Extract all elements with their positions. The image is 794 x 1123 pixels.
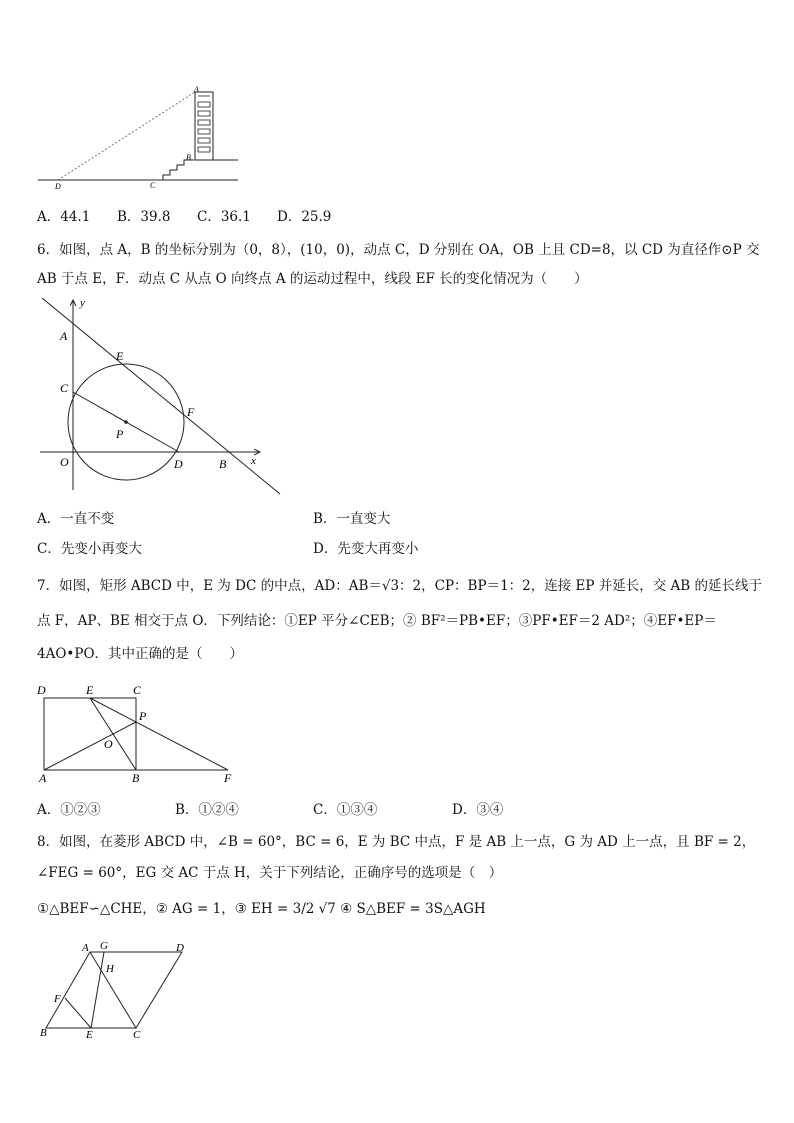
fig8-label-h: H: [106, 963, 114, 975]
fig8-label-b: B: [40, 1027, 47, 1039]
fig8-label-d: D: [176, 942, 184, 954]
q6-text-line1: 6．如图，点 A，B 的坐标分别为（0，8），(10，0)，动点 C，D 分别在 OA，OB 上且 CD=8，以 CD 为直径作⊙P 交: [37, 242, 760, 258]
fig8-label-c: C: [133, 1029, 141, 1041]
fig5-label-c: C: [150, 181, 156, 190]
q5-figure: [38, 84, 248, 192]
fig7-label-c: C: [133, 683, 142, 697]
fig7-label-b: B: [132, 771, 140, 785]
fig8-label-a: A: [82, 942, 89, 954]
q6-option-c[interactable]: C．先变小再变大: [37, 541, 142, 557]
q7-text-line1: 7．如图，矩形 ABCD 中，E 为 DC 的中点，AD：AB＝√3：2，CP：BP＝1：2，连接 EP 并延长，交 AB 的延长线于: [37, 578, 763, 594]
fig5-label-d: D: [55, 182, 61, 191]
q5-option-a[interactable]: A．44.1: [37, 209, 91, 225]
fig7-label-e: E: [86, 683, 94, 697]
fig6-label-x: x: [251, 455, 256, 467]
fig6-label-y: y: [80, 297, 85, 309]
fig6-label-p: P: [116, 427, 124, 441]
q5-option-d[interactable]: D．25.9: [277, 209, 332, 225]
q8-figure: [36, 938, 196, 1046]
q6-option-d[interactable]: D．先变大再变小: [313, 541, 419, 557]
fig7-label-d: D: [37, 683, 46, 697]
fig6-label-c: C: [60, 381, 69, 395]
q5-option-b[interactable]: B．39.8: [117, 209, 171, 225]
q6-option-a[interactable]: A．一直不变: [37, 511, 115, 527]
fig5-label-a: A: [194, 85, 199, 94]
q7-text-line3: 4AO•PO．其中正确的是（ ）: [37, 646, 244, 662]
fig6-label-d: D: [174, 457, 183, 471]
fig6-label-b: B: [219, 457, 227, 471]
q8-text-line3: ①△BEF∽△CHE，② AG = 1，③ EH = 3/2 √7 ④ S△BEF = 3S△AGH: [37, 901, 486, 917]
q8-text-line2: ∠FEG = 60°，EG 交 AC 于点 H，关于下列结论，正确序号的选项是（ ）: [37, 865, 503, 881]
fig7-label-p: P: [139, 709, 147, 723]
q7-option-d[interactable]: D．③④: [452, 802, 504, 818]
q8-text-line1: 8．如图，在菱形 ABCD 中，∠B = 60°，BC = 6，E 为 BC 中点，F 是 AB 上一点，G 为 AD 上一点，且 BF = 2，: [37, 834, 756, 850]
q7-option-c[interactable]: C．①③④: [313, 802, 378, 818]
q7-option-a[interactable]: A．①②③: [37, 802, 101, 818]
q6-option-b[interactable]: B．一直变大: [313, 511, 391, 527]
q7-option-b[interactable]: B．①②④: [175, 802, 239, 818]
q7-figure: [34, 680, 244, 788]
fig6-label-o: O: [60, 455, 69, 469]
fig7-label-f: F: [224, 771, 232, 785]
fig6-label-a: A: [60, 329, 68, 343]
fig8-label-g: G: [100, 940, 108, 952]
fig8-label-f: F: [54, 993, 61, 1005]
q5-option-c[interactable]: C．36.1: [197, 209, 251, 225]
fig7-label-o: O: [104, 737, 113, 751]
fig5-label-b: B: [186, 153, 191, 162]
q7-text-line2: 点 F，AP、BE 相交于点 O．下列结论：①EP 平分∠CEB；② BF²＝PB•EF；③PF•EF＝2 AD²；④EF•EP＝: [37, 613, 717, 629]
q6-text-line2: AB 于点 E，F．动点 C 从点 O 向终点 A 的运动过程中，线段 EF 长的变化情况为（ ）: [37, 271, 588, 287]
fig6-label-e: E: [116, 349, 124, 363]
fig7-label-a: A: [39, 771, 47, 785]
fig8-label-e: E: [86, 1029, 93, 1041]
fig6-label-f: F: [187, 405, 195, 419]
q6-figure: [36, 294, 286, 498]
